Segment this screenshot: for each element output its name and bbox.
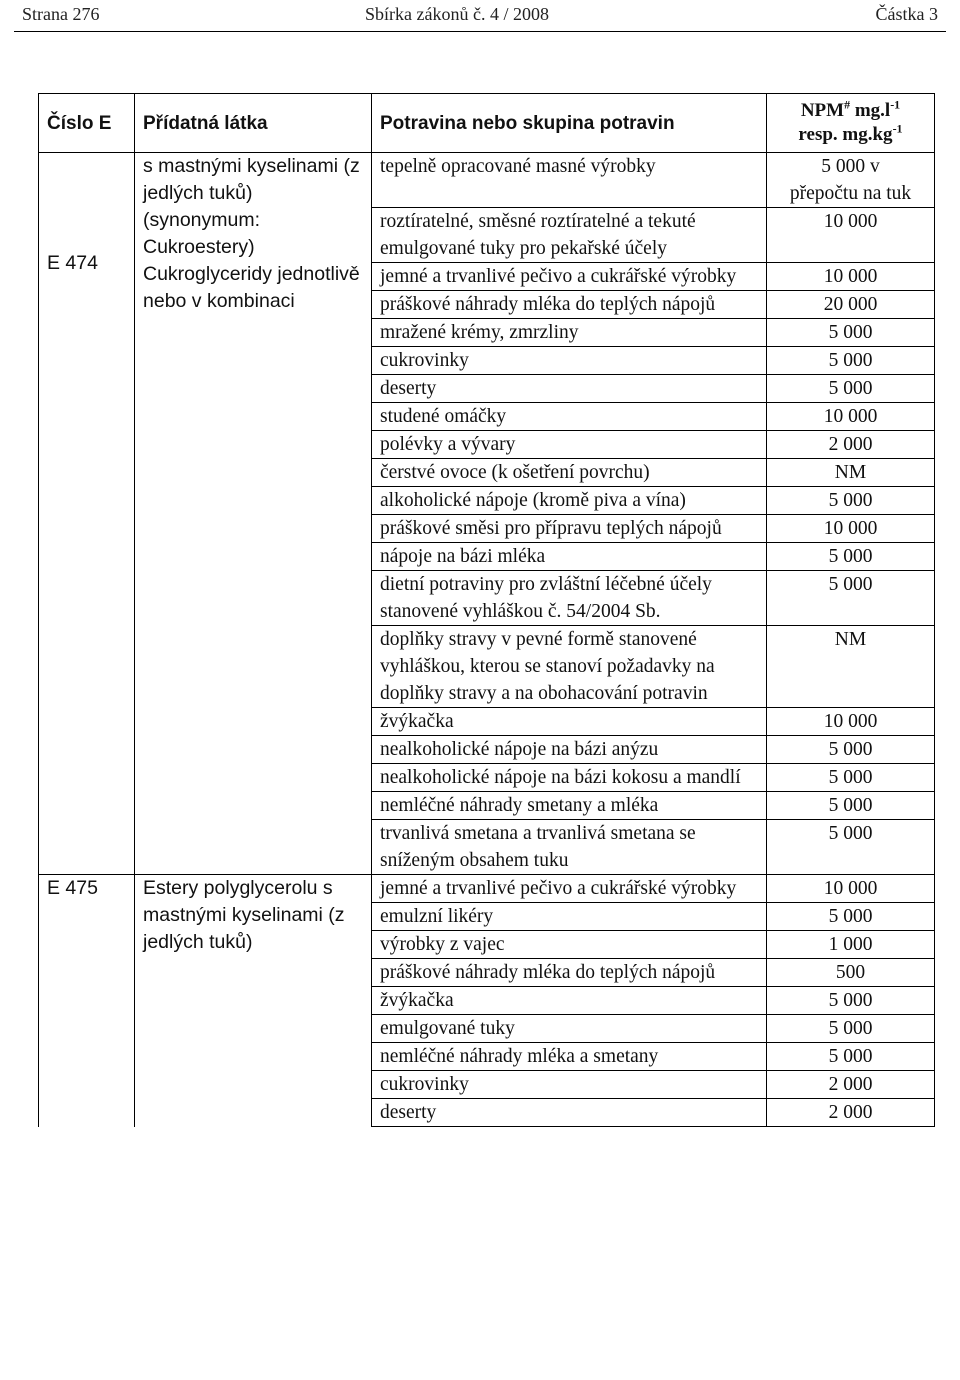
food-group-cell: nápoje na bázi mléka <box>372 543 767 571</box>
table-row <box>39 875 935 903</box>
page-header <box>0 4 960 30</box>
max-level-cell: 5 000 <box>767 487 935 515</box>
additive-name-cell: s mastnými kyselinami (z jedlých tuků) (synonymum: Cukroestery) Cukroglyceridy jednotlivě nebo v kombinaci <box>135 153 372 875</box>
food-group-cell: trvanlivá smetana a trvanlivá smetana se sníženým obsahem tuku <box>372 820 767 875</box>
header-max-level: NPM# $mg.l^{-1}$ resp. $mg.kg^{-1}$ <box>767 94 935 153</box>
max-level-cell: 20 000 <box>767 291 935 319</box>
food-group-cell: nealkoholické nápoje na bázi anýzu <box>372 736 767 764</box>
max-level-cell: 5 000 v přepočtu na tuk <box>767 153 935 208</box>
max-level-cell: 10 000 <box>767 708 935 736</box>
header-e-number: Číslo E <box>39 94 135 153</box>
food-group-cell: práškové náhrady mléka do teplých nápojů <box>372 291 767 319</box>
max-level-cell: 5 000 <box>767 543 935 571</box>
max-level-cell: 1 000 <box>767 931 935 959</box>
max-level-cell: 10 000 <box>767 403 935 431</box>
e-number-cell: E 474 <box>39 153 135 875</box>
food-group-cell: mražené krémy, zmrzliny <box>372 319 767 347</box>
food-group-cell: emulzní likéry <box>372 903 767 931</box>
max-level-cell: 5 000 <box>767 903 935 931</box>
collection-title: Sbírka zákonů č. 4 / 2008 <box>365 4 549 24</box>
page-number: Strana 276 <box>22 4 100 24</box>
e-number-cell: E 475 <box>39 875 135 1127</box>
max-level-cell: 2 000 <box>767 431 935 459</box>
max-level-cell: 5 000 <box>767 1015 935 1043</box>
header-food-group: Potravina nebo skupina potravin <box>372 94 767 153</box>
max-level-cell: 10 000 <box>767 208 935 263</box>
max-level-cell: 5 000 <box>767 736 935 764</box>
max-level-cell: 5 000 <box>767 375 935 403</box>
max-level-cell: 5 000 <box>767 820 935 875</box>
max-level-cell: 5 000 <box>767 764 935 792</box>
food-group-cell: nemléčné náhrady smetany a mléka <box>372 792 767 820</box>
max-level-cell: 10 000 <box>767 515 935 543</box>
max-level-cell: NM <box>767 626 935 708</box>
table-header-row <box>39 94 935 153</box>
food-group-cell: jemné a trvanlivé pečivo a cukrářské výrobky <box>372 263 767 291</box>
food-group-cell: nealkoholické nápoje na bázi kokosu a mandlí <box>372 764 767 792</box>
food-group-cell: deserty <box>372 375 767 403</box>
max-level-cell: 500 <box>767 959 935 987</box>
max-level-cell: 10 000 <box>767 263 935 291</box>
food-group-cell: jemné a trvanlivé pečivo a cukrářské výrobky <box>372 875 767 903</box>
food-group-cell: emulgované tuky <box>372 1015 767 1043</box>
additive-name-cell: Estery polyglycerolu s mastnými kyselinami (z jedlých tuků) <box>135 875 372 1127</box>
header-additive: Přídatná látka <box>135 94 372 153</box>
max-level-cell: 5 000 <box>767 319 935 347</box>
food-group-cell: cukrovinky <box>372 1071 767 1099</box>
max-level-cell: 5 000 <box>767 347 935 375</box>
header-divider <box>14 31 946 32</box>
max-level-cell: 5 000 <box>767 792 935 820</box>
food-group-cell: polévky a vývary <box>372 431 767 459</box>
max-level-cell: 2 000 <box>767 1071 935 1099</box>
food-group-cell: alkoholické nápoje (kromě piva a vína) <box>372 487 767 515</box>
food-group-cell: dietní potraviny pro zvláštní léčebné účely stanovené vyhláškou č. 54/2004 Sb. <box>372 571 767 626</box>
food-group-cell: doplňky stravy v pevné formě stanovené vyhláškou, kterou se stanoví požadavky na doplňky stravy a na obohacování potravin <box>372 626 767 708</box>
food-group-cell: deserty <box>372 1099 767 1127</box>
max-level-cell: 2 000 <box>767 1099 935 1127</box>
food-group-cell: studené omáčky <box>372 403 767 431</box>
food-group-cell: žvýkačka <box>372 708 767 736</box>
food-group-cell: tepelně opracované masné výrobky <box>372 153 767 208</box>
food-group-cell: žvýkačka <box>372 987 767 1015</box>
food-group-cell: nemléčné náhrady mléka a smetany <box>372 1043 767 1071</box>
food-group-cell: roztíratelné, směsné roztíratelné a tekuté emulgované tuky pro pekařské účely <box>372 208 767 263</box>
max-level-cell: 10 000 <box>767 875 935 903</box>
food-group-cell: cukrovinky <box>372 347 767 375</box>
food-group-cell: práškové náhrady mléka do teplých nápojů <box>372 959 767 987</box>
table-row <box>39 153 935 208</box>
issue-number: Částka 3 <box>875 4 938 24</box>
max-level-cell: 5 000 <box>767 1043 935 1071</box>
max-level-cell: 5 000 <box>767 987 935 1015</box>
food-group-cell: práškové směsi pro přípravu teplých nápojů <box>372 515 767 543</box>
max-level-cell: NM <box>767 459 935 487</box>
food-group-cell: výrobky z vajec <box>372 931 767 959</box>
additives-table <box>38 93 935 1127</box>
food-group-cell: čerstvé ovoce (k ošetření povrchu) <box>372 459 767 487</box>
max-level-cell: 5 000 <box>767 571 935 626</box>
